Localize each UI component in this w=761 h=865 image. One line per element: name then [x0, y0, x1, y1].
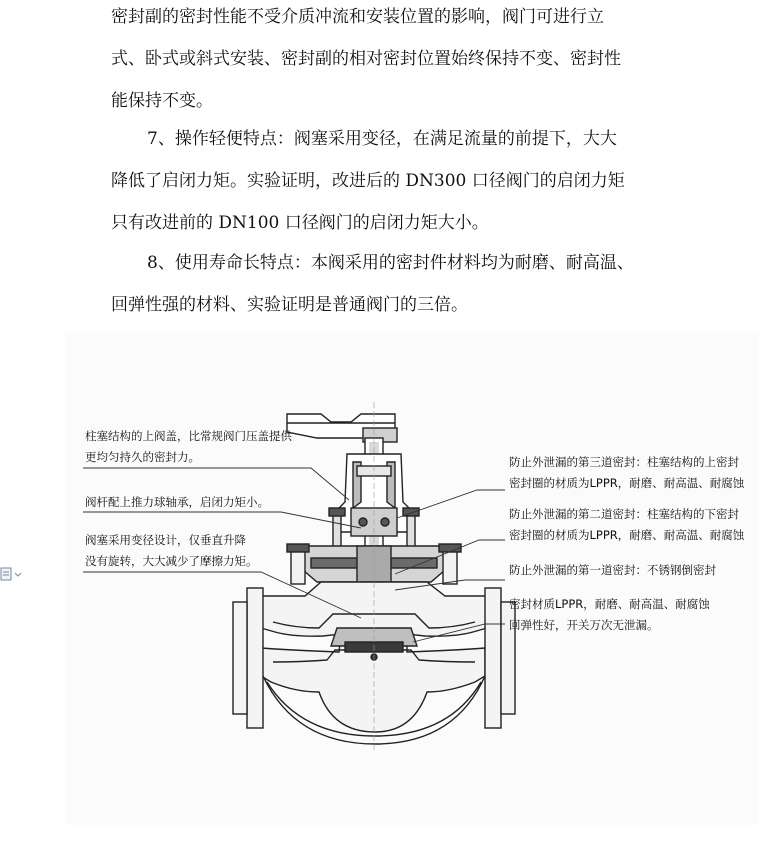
callout-seal-material: 密封材质LPPR，耐磨、耐高温、耐腐蚀 回弹性好，开关万次无泄漏。	[509, 597, 710, 632]
callout-upper-bonnet: 柱塞结构的上阀盖，比常规阀门压盖提供 更均匀持久的密封力。	[85, 429, 292, 464]
callout-thrust-bearing: 阀杆配上推力球轴承，启闭力矩小。	[85, 495, 269, 509]
paragraph-sealing	[111, 0, 671, 122]
text-line: 密封副的密封性能不受介质冲流和安装位置的影响，阀门可进行立	[111, 7, 604, 27]
callout-first-seal: 防止外泄漏的第一道密封：不锈钢倒密封	[509, 563, 716, 577]
text-line: 式、卧式或斜式安装、密封副的相对密封位置始终保持不变、密封性	[111, 49, 621, 69]
text-line: 能保持不变。	[111, 91, 213, 111]
text-line: 降低了启闭力矩。实验证明，改进后的 DN300 口径阀门的启闭力矩	[111, 171, 625, 191]
page-icon[interactable]	[0, 566, 22, 580]
paragraph-easy-operation	[111, 118, 671, 244]
callout-variable-plug: 阀塞采用变径设计，仅垂直升降 没有旋转，大大减少了摩擦力矩。	[85, 533, 258, 568]
text-line: 7、操作轻便特点：阀塞采用变径，在满足流量的前提下，大大	[147, 129, 617, 149]
valve-diagram	[65, 332, 759, 825]
text-line: 回弹性强的材料、实验证明是普通阀门的三倍。	[111, 295, 468, 315]
callout-third-seal: 防止外泄漏的第三道密封：柱塞结构的上密封 密封圈的材质为LPPR，耐磨、耐高温、耐腐蚀	[509, 455, 745, 490]
paragraph-long-life	[111, 242, 671, 326]
text-line: 8、使用寿命长特点：本阀采用的密封件材料均为耐磨、耐高温、	[147, 253, 634, 273]
text-line: 只有改进前的 DN100 口径阀门的启闭力矩大小。	[111, 213, 489, 233]
callout-second-seal: 防止外泄漏的第二道密封：柱塞结构的下密封 密封圈的材质为LPPR，耐磨、耐高温、耐腐蚀	[509, 507, 745, 542]
